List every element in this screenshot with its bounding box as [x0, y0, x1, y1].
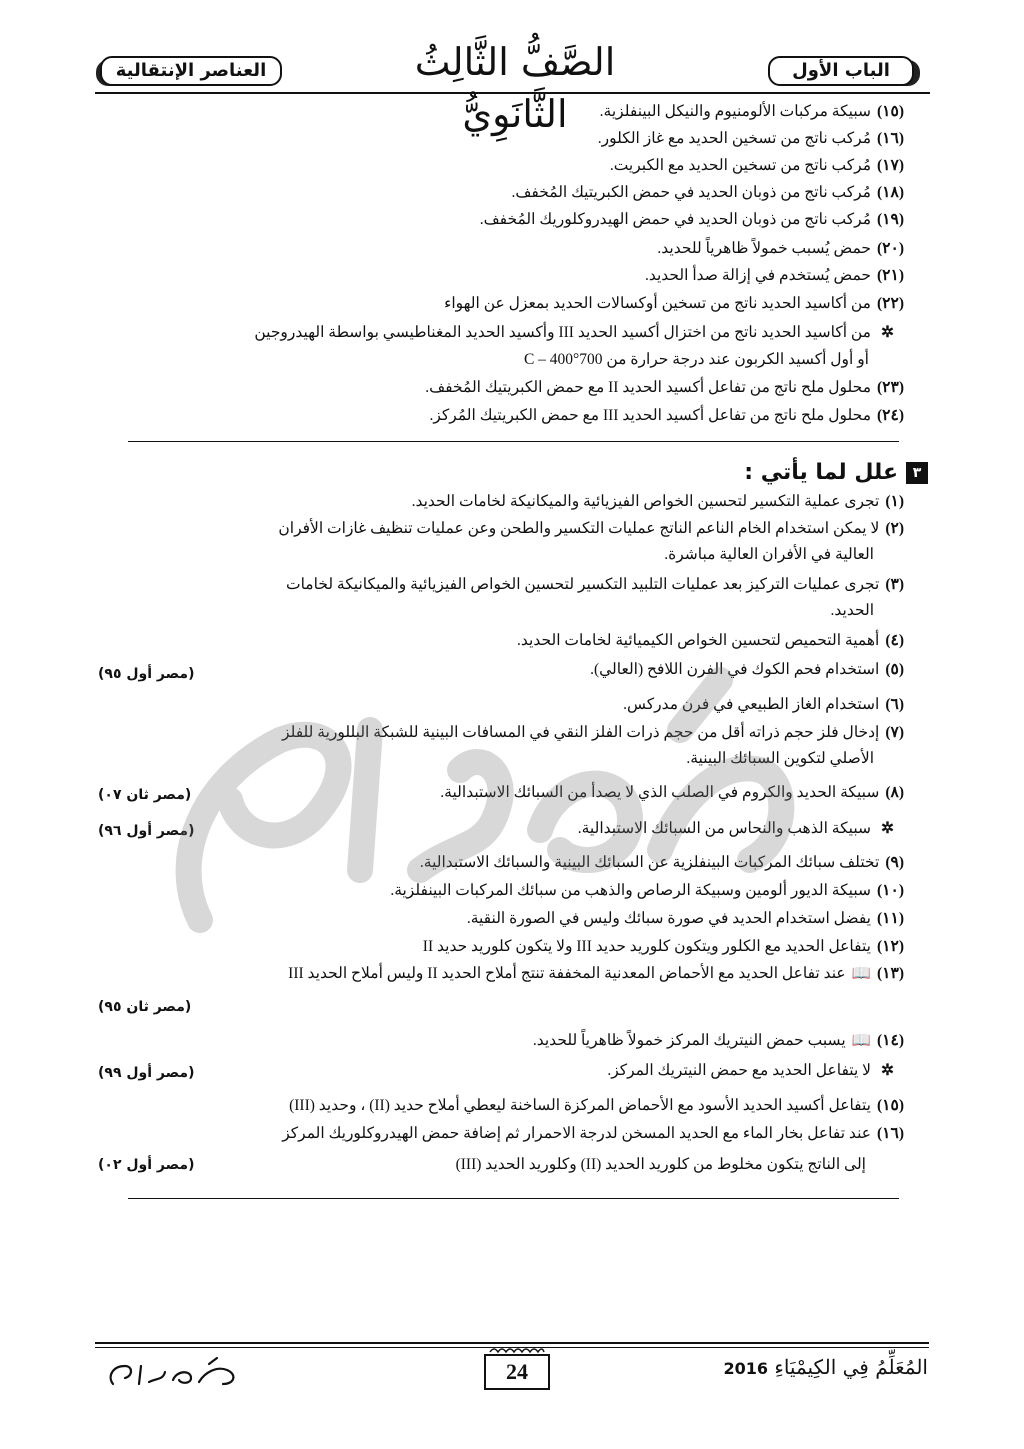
book-year: 2016 — [723, 1359, 769, 1378]
list-item: (٩)تختلف سبائك المركبات البينفلزية عن السبائك البينية والسبائك الاستبدالية. — [419, 854, 904, 871]
exam-reference: (مصر أول ٩٥) — [98, 666, 195, 682]
list-item: (٧)إدخال فلز حجم ذراته أقل من حجم ذرات الفلز النقي في المسافات البينية للشبكة البللورية للفلز — [282, 724, 904, 741]
star-note: ✲لا يتفاعل الحديد مع حمض النيتريك المركز. — [607, 1062, 894, 1079]
list-item: (١٢)يتفاعل الحديد مع الكلور ويتكون كلوريد حديد III ولا يتكون كلوريد حديد II — [422, 938, 904, 955]
list-item-continuation: الأصلي لتكوين السبائك البينية. — [686, 750, 874, 767]
list-item: (١٧)مُركب ناتج من تسخين الحديد مع الكبريت. — [609, 157, 904, 174]
list-item: (١٥)يتفاعل أكسيد الحديد الأسود مع الأحماض المركزة الساخنة ليعطي أملاح حديد (II) ، وحديد (III) — [289, 1097, 904, 1114]
list-item: (٢٣)محلول ملح ناتج من تفاعل أكسيد الحديد II مع حمض الكبريتيك المُخفف. — [425, 379, 904, 396]
book-icon: 📖 — [851, 965, 871, 982]
list-item: (١٦)عند تفاعل بخار الماء مع الحديد المسخن لدرجة الاحمرار ثم إضافة حمض الهيدروكلوريك المركز — [282, 1125, 904, 1142]
chapter-label: الباب الأول — [768, 56, 914, 86]
list-item: (١٩)مُركب ناتج من ذوبان الحديد في حمض الهيدروكلوريك المُخفف. — [479, 211, 904, 228]
list-item: (٢٠)حمض يُسبب خمولاً ظاهرياً للحديد. — [657, 240, 904, 257]
list-item: (١٠)سبيكة الديور ألومين وسبيكة الرصاص والذهب من سبائك المركبات البينفلزية. — [390, 882, 904, 899]
list-item: (٢١)حمض يُستخدم في إزالة صدأ الحديد. — [644, 267, 904, 284]
separator — [128, 441, 899, 442]
page-ornament-icon — [488, 1346, 546, 1354]
list-item: (٢٢)من أكاسيد الحديد ناتج من تسخين أوكسالات الحديد بمعزل عن الهواء — [444, 295, 904, 312]
list-item: (١٣)📖عند تفاعل الحديد مع الأحماض المعدنية المخففة تنتج أملاح الحديد II وليس أملاح الحديد III — [288, 965, 904, 982]
list-item: (١)تجرى عملية التكسير لتحسين الخواص الفيزيائية والميكانيكة لخامات الحديد. — [411, 493, 904, 510]
list-item-continuation: الحديد. — [830, 602, 874, 619]
list-item-continuation: إلى الناتج يتكون مخلوط من كلوريد الحديد (II) وكلوريد الحديد (III) — [455, 1156, 866, 1173]
list-item-continuation: العالية في الأفران العالية مباشرة. — [664, 546, 874, 563]
section-title: ٣علل لما يأتي : — [744, 460, 928, 486]
exam-reference: (مصر أول ٠٢) — [98, 1157, 195, 1173]
header-rule — [95, 92, 930, 94]
list-item: (٢)لا يمكن استخدام الخام الناعم الناتج عمليات التكسير والطحن وعن عمليات تنظيف غازات الأفران — [278, 520, 904, 537]
section-number: ٣ — [906, 462, 928, 484]
list-item: (٣)تجرى عمليات التركيز بعد عمليات التلبيد التكسير لتحسين الخواص الفيزيائية والميكانيكة لخامات — [285, 576, 904, 593]
list-item: (١٦)مُركب ناتج من تسخين الحديد مع غاز الكلور. — [597, 130, 904, 147]
list-item: (٤)أهمية التحميص لتحسين الخواص الكيميائية لخامات الحديد. — [517, 632, 904, 649]
star-note: ✲سبيكة الذهب والنحاس من السبائك الاستبدالية. — [577, 820, 894, 837]
unit-label: العناصر الإنتقالية — [100, 56, 282, 86]
star-note: ✲من أكاسيد الحديد ناتج من اختزال أكسيد الحديد III وأكسيد الحديد المغناطيسي بواسطة الهيدروجين — [254, 324, 894, 341]
exam-reference: (مصر ثان ٩٥) — [98, 999, 192, 1015]
book-title: المُعَلِّمُ فِي الكِيمْيَاءِ 2016 — [723, 1355, 928, 1379]
grade-title: الصَّفُّ الثَّالِثُ الثَّانَوِيُّ — [414, 40, 616, 136]
list-item: (١١)يفضل استخدام الحديد في صورة سبائك وليس في الصورة النقية. — [466, 910, 904, 927]
list-item: (٥)استخدام فحم الكوك في الفرن اللافح (العالي). — [590, 661, 904, 678]
exam-reference: (مصر ثان ٠٧) — [98, 787, 192, 803]
book-icon: 📖 — [851, 1032, 871, 1049]
list-item: (٨)سبيكة الحديد والكروم في الصلب الذي لا يصدأ من السبائك الاستبدالية. — [440, 784, 904, 801]
author-signature-icon — [105, 1354, 250, 1394]
list-item: (٦)استخدام الغاز الطبيعي في فرن مدركس. — [623, 696, 904, 713]
list-item: (١٥)سبيكة مركبات الألومنيوم والنيكل البينفلزية. — [599, 103, 904, 120]
separator — [128, 1198, 899, 1199]
exam-reference: (مصر أول ٩٦) — [98, 823, 195, 839]
footer-rule — [95, 1342, 929, 1344]
exam-reference: (مصر أول ٩٩) — [98, 1065, 195, 1081]
list-item: (١٤)📖يسبب حمض النيتريك المركز خمولاً ظاهرياً للحديد. — [532, 1032, 904, 1049]
list-item: (١٨)مُركب ناتج من ذوبان الحديد في حمض الكبريتيك المُخفف. — [511, 184, 904, 201]
list-item: (٢٤)محلول ملح ناتج من تفاعل أكسيد الحديد III مع حمض الكبريتيك المُركز. — [429, 407, 904, 424]
star-note-continuation: أو أول أكسيد الكربون عند درجة حرارة من 700°C – 400 — [523, 351, 869, 368]
page-number: 24 — [484, 1354, 550, 1390]
